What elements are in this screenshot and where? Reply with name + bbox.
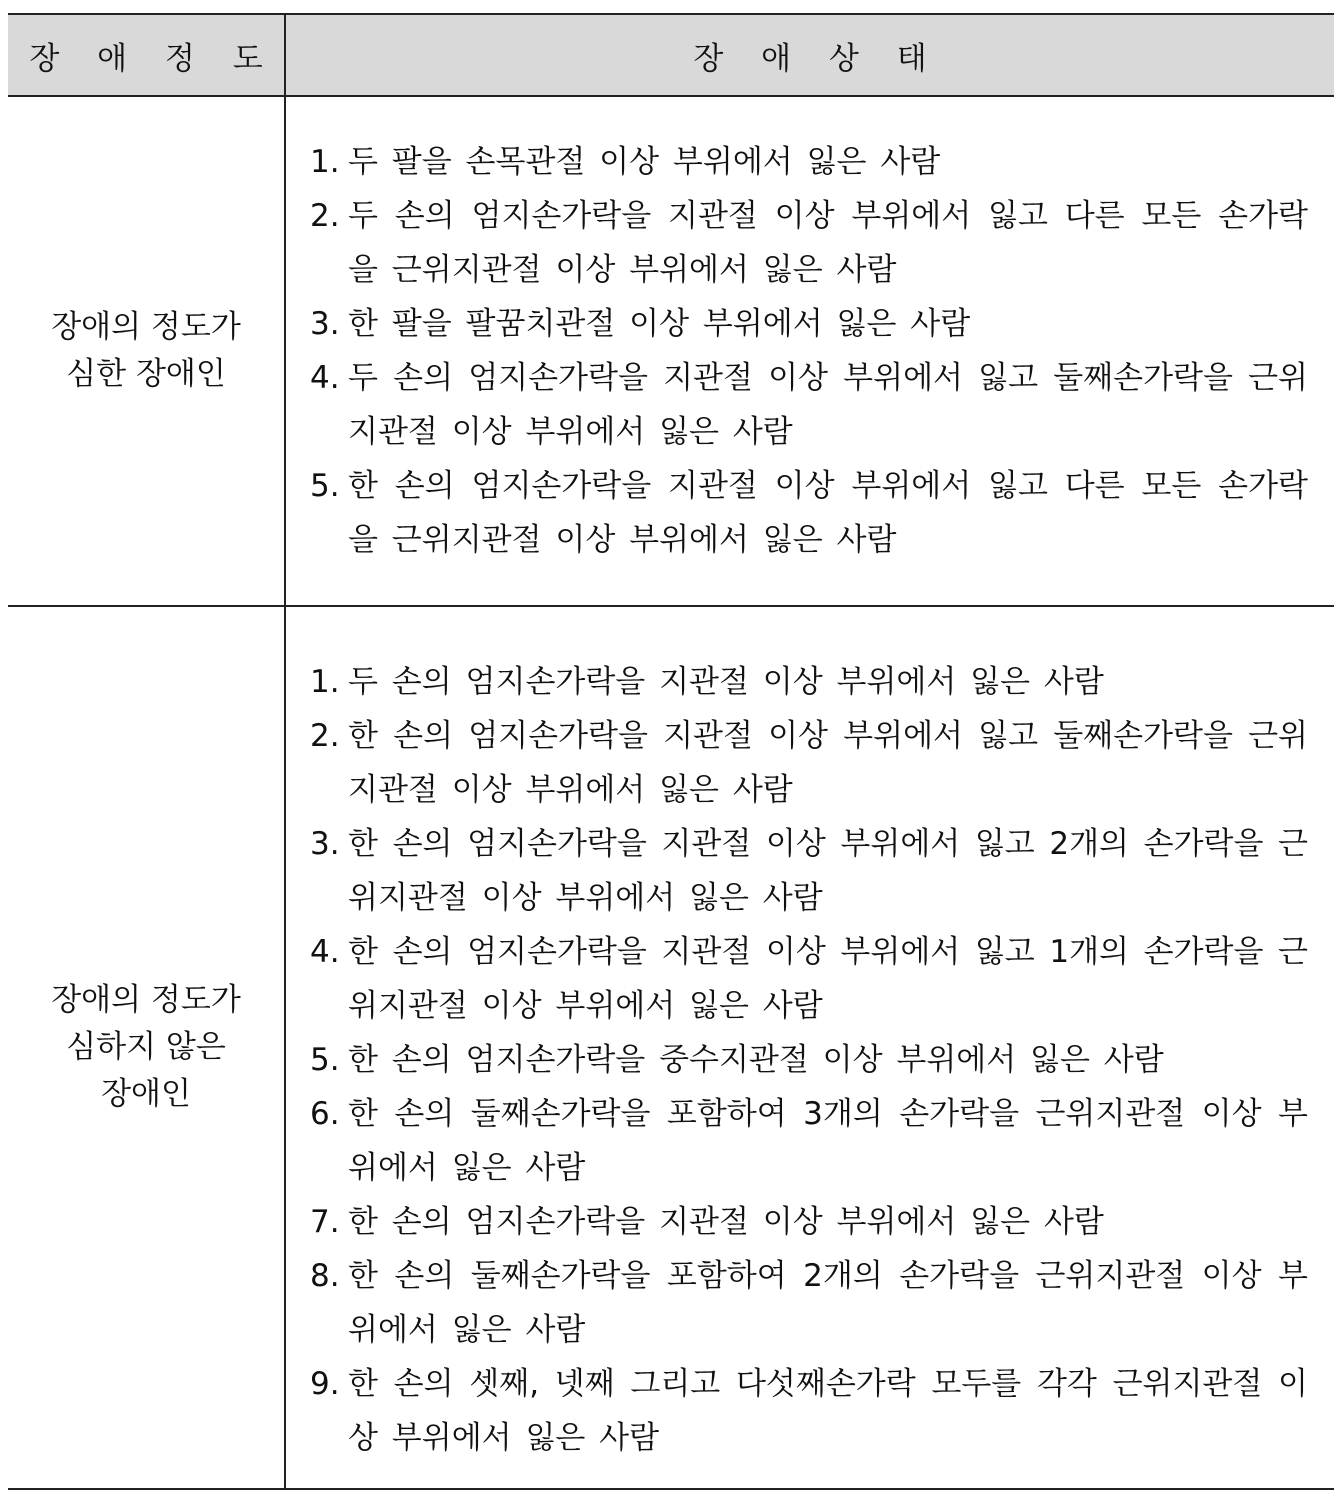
- item-text: 두 손의 엄지손가락을 지관절 이상 부위에서 잃은 사람: [348, 663, 1104, 700]
- list-item: [310, 135, 1308, 189]
- item-text: 한 손의 엄지손가락을 지관절 이상 부위에서 잃고 2개의 손가락을 근위지관절 이상 부위에서 잃은 사람: [348, 825, 1308, 916]
- header-severity-label: 장 애 정 도: [29, 40, 277, 77]
- header-condition-label: 장 애 상 태: [693, 40, 941, 77]
- list-item: [310, 189, 1308, 297]
- item-number: 4.: [310, 360, 340, 396]
- disability-criteria-table: [8, 13, 1334, 1490]
- item-text: 한 손의 둘째손가락을 포함하여 2개의 손가락을 근위지관절 이상 부위에서 잃은 사람: [348, 1257, 1308, 1348]
- list-item: [310, 655, 1308, 709]
- table-row-severe: [8, 97, 1334, 607]
- list-item: [310, 297, 1308, 351]
- item-number: 8.: [310, 1257, 340, 1294]
- condition-cell: [286, 607, 1334, 1488]
- item-number: 6.: [310, 1095, 340, 1132]
- header-condition-cell: [286, 15, 1334, 95]
- item-number: 4.: [310, 933, 340, 970]
- item-text: 한 손의 엄지손가락을 지관절 이상 부위에서 잃고 1개의 손가락을 근위지관절 이상 부위에서 잃은 사람: [348, 933, 1308, 1024]
- item-text: 한 손의 둘째손가락을 포함하여 3개의 손가락을 근위지관절 이상 부위에서 잃은 사람: [348, 1095, 1308, 1186]
- item-number: 9.: [310, 1365, 340, 1402]
- item-text: 한 손의 엄지손가락을 지관절 이상 부위에서 잃은 사람: [348, 1203, 1104, 1240]
- item-text: 한 손의 엄지손가락을 지관절 이상 부위에서 잃고 다른 모든 손가락을 근위지관절 이상 부위에서 잃은 사람: [348, 468, 1308, 558]
- item-number: 1.: [310, 663, 340, 700]
- item-text: 두 손의 엄지손가락을 지관절 이상 부위에서 잃고 다른 모든 손가락을 근위지관절 이상 부위에서 잃은 사람: [348, 198, 1308, 288]
- list-item: [310, 1033, 1308, 1087]
- list-item: [310, 817, 1308, 925]
- item-text: 한 팔을 팔꿈치관절 이상 부위에서 잃은 사람: [348, 306, 971, 342]
- item-text: 한 손의 엄지손가락을 중수지관절 이상 부위에서 잃은 사람: [348, 1041, 1164, 1078]
- criteria-list: [286, 655, 1334, 1465]
- list-item: [310, 1357, 1308, 1465]
- header-severity-cell: [8, 15, 286, 95]
- severity-label: 장애의 정도가 심한 장애인: [51, 309, 241, 392]
- list-item: [310, 709, 1308, 817]
- table-header-row: [8, 15, 1334, 97]
- severity-cell: [8, 97, 286, 605]
- list-item: [310, 459, 1308, 567]
- list-item: [310, 351, 1308, 459]
- criteria-list: [286, 135, 1334, 567]
- item-text: 한 손의 엄지손가락을 지관절 이상 부위에서 잃고 둘째손가락을 근위지관절 이상 부위에서 잃은 사람: [348, 717, 1308, 808]
- item-number: 3.: [310, 306, 340, 342]
- condition-cell: [286, 97, 1334, 605]
- list-item: [310, 1249, 1308, 1357]
- list-item: [310, 1087, 1308, 1195]
- item-text: 두 손의 엄지손가락을 지관절 이상 부위에서 잃고 둘째손가락을 근위지관절 이상 부위에서 잃은 사람: [348, 360, 1308, 450]
- table-row-mild: [8, 607, 1334, 1488]
- list-item: [310, 925, 1308, 1033]
- item-number: 3.: [310, 825, 340, 862]
- severity-label: 장애의 정도가 심하지 않은 장애인: [51, 982, 241, 1112]
- item-number: 5.: [310, 1041, 340, 1078]
- item-number: 2.: [310, 198, 340, 234]
- item-text: 두 팔을 손목관절 이상 부위에서 잃은 사람: [348, 144, 941, 180]
- item-number: 7.: [310, 1203, 340, 1240]
- item-number: 5.: [310, 468, 340, 504]
- item-text: 한 손의 셋째, 넷째 그리고 다섯째손가락 모두를 각각 근위지관절 이상 부위에서 잃은 사람: [348, 1365, 1308, 1456]
- severity-cell: [8, 607, 286, 1488]
- item-number: 1.: [310, 144, 340, 180]
- list-item: [310, 1195, 1308, 1249]
- item-number: 2.: [310, 717, 340, 754]
